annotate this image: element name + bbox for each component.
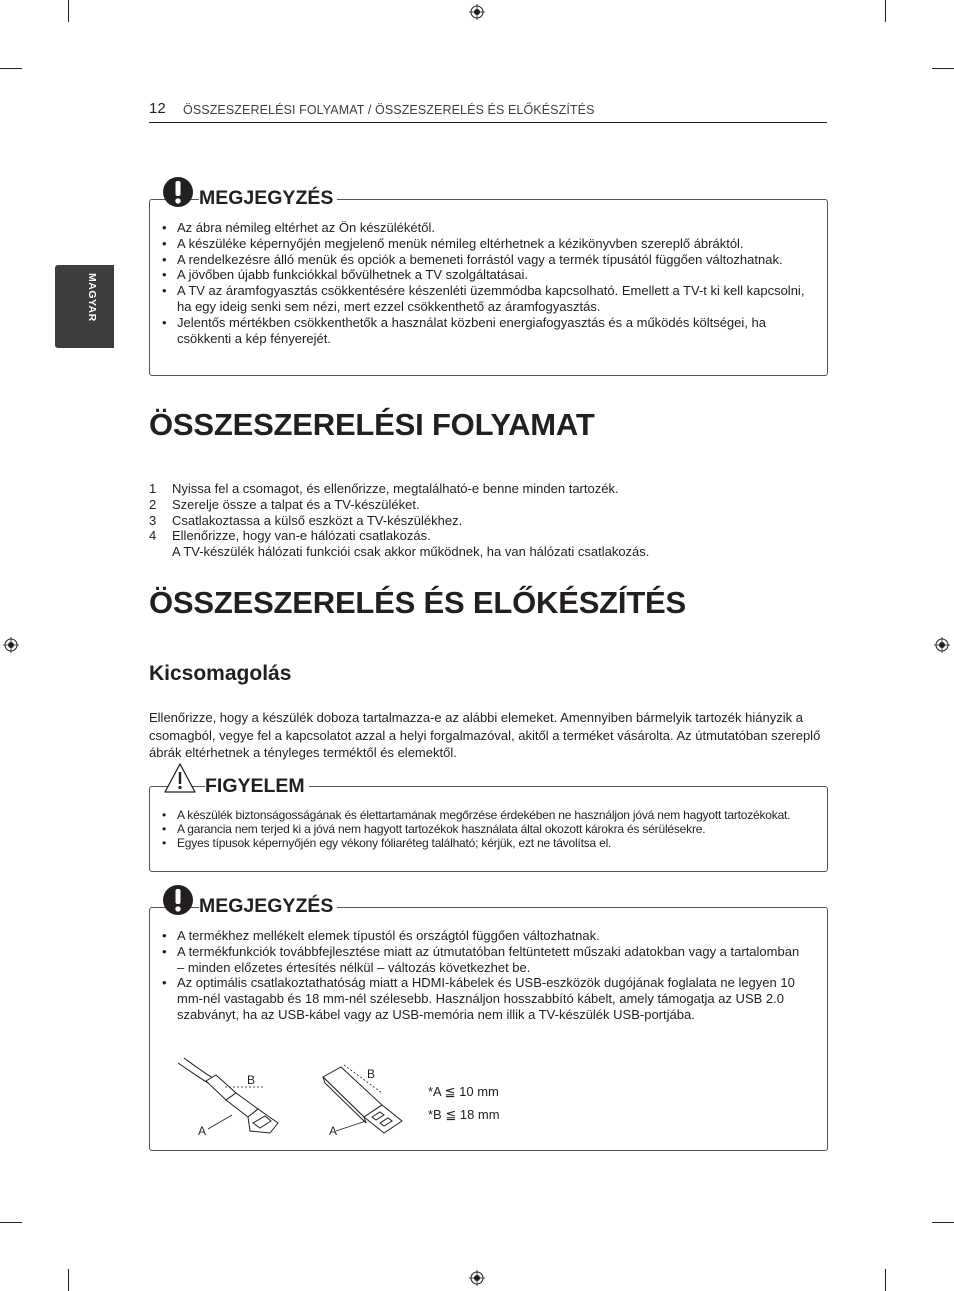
list-item: • A termékfunkciók továbbfejlesztése miatt az útmutatóban feltüntetett műszaki adatokban vagy a tartalomban – minden előzetes értesítés nélkül – változás következhet be. bbox=[162, 944, 807, 976]
dimension-label-b: B bbox=[367, 1067, 376, 1081]
list-item bbox=[149, 528, 789, 560]
dimension-label-a: A bbox=[198, 1124, 207, 1138]
warning-title: FIGYELEM bbox=[205, 775, 309, 798]
steps-list bbox=[149, 481, 789, 560]
dimension-label-b: B bbox=[247, 1073, 256, 1087]
language-tab bbox=[55, 265, 114, 348]
note-list bbox=[162, 928, 807, 1023]
list-item: • A rendelkezésre álló menük és opciók a bemeneti forrástól vagy a termék típusától függően változhatnak. bbox=[162, 252, 807, 268]
list-item bbox=[149, 481, 789, 497]
section-title: ÖSSZESZERELÉSI FOLYAMAT bbox=[149, 407, 595, 442]
dimension-spec-a: *A ≦ 10 mm bbox=[428, 1084, 499, 1099]
note-title: MEGJEGYZÉS bbox=[199, 895, 337, 918]
dimension-spec-b: *B ≦ 18 mm bbox=[428, 1107, 500, 1122]
step-number: 1 bbox=[149, 481, 157, 496]
step-number: 4 bbox=[149, 528, 157, 544]
dimension-label-a: A bbox=[329, 1124, 338, 1138]
crop-mark bbox=[68, 0, 69, 22]
registration-mark-icon bbox=[934, 637, 950, 653]
step-text: Ellenőrizze, hogy van-e hálózati csatlakozás. bbox=[172, 528, 431, 544]
language-tab-label: MAGYAR bbox=[86, 273, 98, 322]
list-item: • A készülék biztonságosságának és élettartamának megőrzése érdekében ne használjon jóvá nem hagyott tartozékokat. bbox=[162, 809, 807, 823]
list-item: • A TV az áramfogyasztás csökkentésére készenléti üzemmódba kapcsolható. Emellett a TV-t ki kell kapcsolni, ha egy ideig senki sem nézi, mert ezzel csökkenthető az áramfogyasztás. bbox=[162, 283, 807, 315]
step-text: Nyissa fel a csomagot, és ellenőrizze, megtalálható-e benne minden tartozék. bbox=[172, 481, 619, 496]
list-item: • A készüléke képernyőjén megjelenő menük némileg eltérhetnek a kézikönyvben szereplő ábráktól. bbox=[162, 236, 807, 252]
running-title: ÖSSZESZERELÉSI FOLYAMAT / ÖSSZESZERELÉS ÉS ELŐKÉSZÍTÉS bbox=[183, 103, 595, 117]
crop-mark bbox=[885, 1269, 886, 1291]
crop-mark bbox=[68, 1269, 69, 1291]
list-item: • Jelentős mértékben csökkenthetők a használat közbeni energiafogyasztás és a működés költségei, ha csökkenti a kép fényerejét. bbox=[162, 315, 807, 347]
exclamation-icon bbox=[163, 176, 193, 208]
intro-paragraph: Ellenőrizze, hogy a készülék doboza tartalmazza-e az alábbi elemeket. Amennyiben bármelyik tartozék hiányzik a csomagból, vegye fel a kapcsolatot azzal a helyi forgalmazóval, akitől a terméket vásárolta. Az útmutatóban szereplő ábrák eltérhetnek a tényleges terméktől és elemektől. bbox=[149, 710, 821, 760]
exclamation-icon bbox=[163, 884, 193, 916]
registration-mark-icon bbox=[469, 1270, 485, 1286]
crop-mark bbox=[932, 1222, 954, 1223]
page-number: 12 bbox=[149, 100, 166, 117]
list-item: • Az optimális csatlakoztathatóság miatt a HDMI-kábelek és USB-eszközök dugójának foglalata ne legyen 10 mm-nél vastagabb és 18 mm-nél szélesebb. Használjon hosszabbító kábelt, amely támogatja az USB 2.0 szabványt, ha az USB-kábel vagy az USB-memória nem illik a TV-készülék USB-portjába. bbox=[162, 975, 807, 1022]
warning-list bbox=[162, 809, 807, 851]
list-item: • Egyes típusok képernyőjén egy vékony fóliaréteg található; kérjük, ezt ne távolítsa el. bbox=[162, 837, 807, 851]
list-item: • A jövőben újabb funkciókkal bővülhetnek a TV szolgáltatásai. bbox=[162, 267, 807, 283]
note-list bbox=[162, 220, 807, 346]
step-number: 3 bbox=[149, 512, 157, 528]
subsection-title: Kicsomagolás bbox=[149, 662, 292, 685]
step-text: Csatlakoztassa a külső eszközt a TV-készülékhez. bbox=[172, 512, 463, 528]
crop-mark bbox=[0, 1222, 22, 1223]
crop-mark bbox=[885, 0, 886, 22]
hdmi-plug-icon bbox=[178, 1058, 278, 1133]
list-item bbox=[149, 513, 789, 529]
list-item: • A garancia nem terjed ki a jóvá nem hagyott tartozékok használata által okozott károkra és sérülésekre. bbox=[162, 823, 807, 837]
registration-mark-icon bbox=[469, 4, 485, 20]
connector-dimension-diagram bbox=[170, 1053, 420, 1143]
list-item: • A termékhez mellékelt elemek típustól és országtól függően változhatnak. bbox=[162, 928, 807, 944]
crop-mark bbox=[932, 68, 954, 69]
warning-triangle-icon bbox=[163, 762, 197, 794]
section-title: ÖSSZESZERELÉS ÉS ELŐKÉSZÍTÉS bbox=[149, 585, 687, 620]
page-header bbox=[149, 100, 827, 123]
step-subtext: A TV-készülék hálózati funkciói csak akkor működnek, ha van hálózati csatlakozás. bbox=[172, 544, 650, 560]
note-title: MEGJEGYZÉS bbox=[199, 187, 337, 210]
crop-mark bbox=[0, 68, 22, 69]
step-text: Szerelje össze a talpat és a TV-készüléket. bbox=[172, 496, 420, 512]
registration-mark-icon bbox=[3, 637, 19, 653]
list-item bbox=[149, 497, 789, 513]
step-number: 2 bbox=[149, 496, 157, 512]
list-item: • Az ábra némileg eltérhet az Ön készülékétől. bbox=[162, 220, 807, 236]
